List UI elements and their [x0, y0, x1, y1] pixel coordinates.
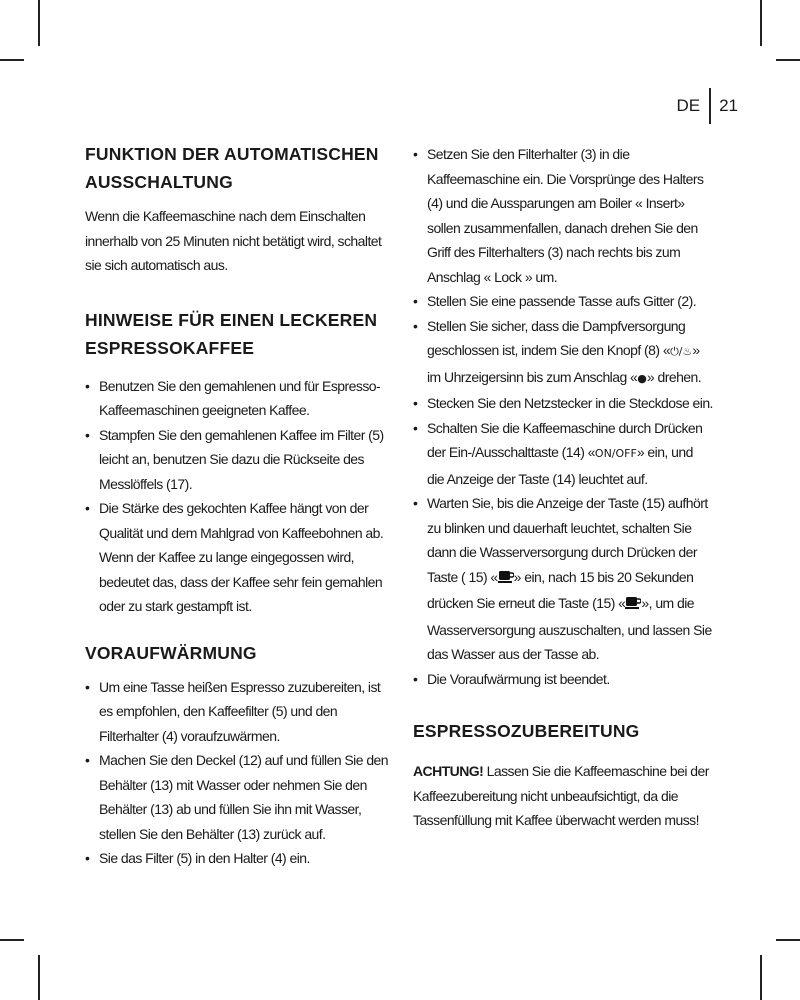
section-espresso-preparation: [413, 717, 713, 833]
coffee-cup-icon: [498, 567, 514, 592]
preheating-list-continued: [413, 142, 713, 691]
tips-list: [85, 374, 390, 619]
list-item: • Die Stärke des gekochten Kaffee hängt von der Qualität und dem Mahlgrad von Kaffeebohnen ab. Wenn der Kaffee zu lange eingegossen wird, bedeutet das, dass der Kaffee sehr fein gemahlen oder zu stark gestampft ist.: [85, 500, 384, 614]
section-title-line-1: HINWEISE FÜR EINEN LECKEREN: [85, 309, 378, 330]
list-item: • Warten Sie, bis die Anzeige der Taste (15) aufhört zu blinken und dauerhaft leuchtet, schalten Sie dann die Wasserversorgung durch Drücken der Taste ( 15) « » ein, nach 15 bis 20 Sekunden drücken Sie erneut die Taste (15) « », um die Wasserversorgung auszuschalten, und lassen Sie das Wasser aus der Tasse ab.: [413, 495, 712, 662]
page-number: 21: [719, 96, 738, 115]
section-title: ESPRESSOZUBEREITUNG: [413, 721, 640, 741]
section-tips: [85, 306, 390, 619]
preheating-list: [85, 675, 390, 871]
coffee-cup-icon: [625, 593, 641, 618]
language-code: DE: [676, 96, 701, 115]
crop-mark-bottom-left-v: [38, 955, 40, 1000]
crop-mark-bottom-right-v: [760, 955, 762, 1000]
crop-mark-top-right-v: [760, 0, 762, 46]
section-title-line-2: AUSSCHALTUNG: [85, 172, 233, 192]
section-auto-shutoff: [85, 140, 390, 278]
section-title-line-1: FUNKTION DER AUTOMATISCHEN: [85, 144, 379, 164]
crop-mark-top-left-v: [38, 0, 40, 46]
crop-mark-top-right-h: [776, 59, 800, 61]
list-item: • Machen Sie den Deckel (12) auf und füllen Sie den Behälter (13) mit Wasser oder nehmen Sie den Behälter (13) ab und füllen Sie ihn mit Wasser, stellen Sie den Behälter (13) zurück auf.: [85, 752, 389, 842]
section-preheating: [85, 639, 390, 871]
list-item: • Die Voraufwärmung ist beendet.: [413, 670, 610, 687]
warning-label: ACHTUNG!: [413, 763, 484, 779]
list-item: • Setzen Sie den Filterhalter (3) in die Kaffeemaschine ein. Die Vorsprünge des Halters (4) und die Aussparungen am Boiler « Insert» sollen zusammenfallen, danach drehen Sie den Griff des Filterhalters (3) nach rechts bis zum Anschlag « Lock » um.: [413, 146, 704, 285]
warning-text: Lassen Sie die Kaffeemaschine bei der Kaffeezubereitung nicht unbeaufsichtigt, da die Tassenfüllung mit Kaffee überwacht werden muss!: [413, 763, 709, 828]
steam-knob-symbol: ⏻/♨: [670, 345, 693, 358]
on-off-symbol: ON/OFF: [594, 447, 637, 460]
right-column: [413, 140, 713, 833]
section-title: [85, 306, 390, 362]
section-body: Wenn die Kaffeemaschine nach dem Einschalten innerhalb von 25 Minuten nicht betätigt wird, schaltet sie sich automatisch aus.: [85, 208, 382, 273]
page-header: [676, 88, 738, 124]
list-item: • Sie das Filter (5) in den Halter (4) ein.: [85, 850, 310, 866]
list-item: • Benutzen Sie den gemahlenen und für Espresso-Kaffeemaschinen geeigneten Kaffee.: [85, 377, 381, 418]
left-column: [85, 140, 390, 871]
crop-mark-bottom-right-h: [776, 939, 800, 941]
dot-symbol: ●: [637, 371, 647, 385]
section-title: [85, 140, 390, 196]
list-item: • Stellen Sie eine passende Tasse aufs Gitter (2).: [413, 293, 697, 309]
warning-paragraph: [413, 759, 713, 833]
crop-mark-top-left-h: [0, 59, 24, 61]
section-title: VORAUFWÄRMUNG: [85, 642, 257, 663]
crop-mark-bottom-left-h: [0, 939, 24, 941]
list-item: • Schalten Sie die Kaffeemaschine durch Drücken der Ein-/Ausschalttaste (14) «ON/OFF» ein, und die Anzeige der Taste (14) leuchtet auf.: [413, 419, 703, 487]
list-item: • Stellen Sie sicher, dass die Dampfversorgung geschlossen ist, indem Sie den Knopf (8) «⏻/♨» im Uhrzeigersinn bis zum Anschlag «●» drehen.: [413, 317, 702, 385]
list-item: • Um eine Tasse heißen Espresso zuzubereiten, ist es empfohlen, den Kaffeefilter (5) und den Filterhalter (4) voraufzuwärmen.: [85, 678, 381, 744]
section-title-line-2: ESPRESSOKAFFEE: [85, 337, 255, 358]
list-item: • Stampfen Sie den gemahlenen Kaffee im Filter (5) leicht an, benutzen Sie dazu die Rückseite des Messlöffels (17).: [85, 426, 384, 492]
list-item: • Stecken Sie den Netzstecker in die Steckdose ein.: [413, 395, 713, 411]
